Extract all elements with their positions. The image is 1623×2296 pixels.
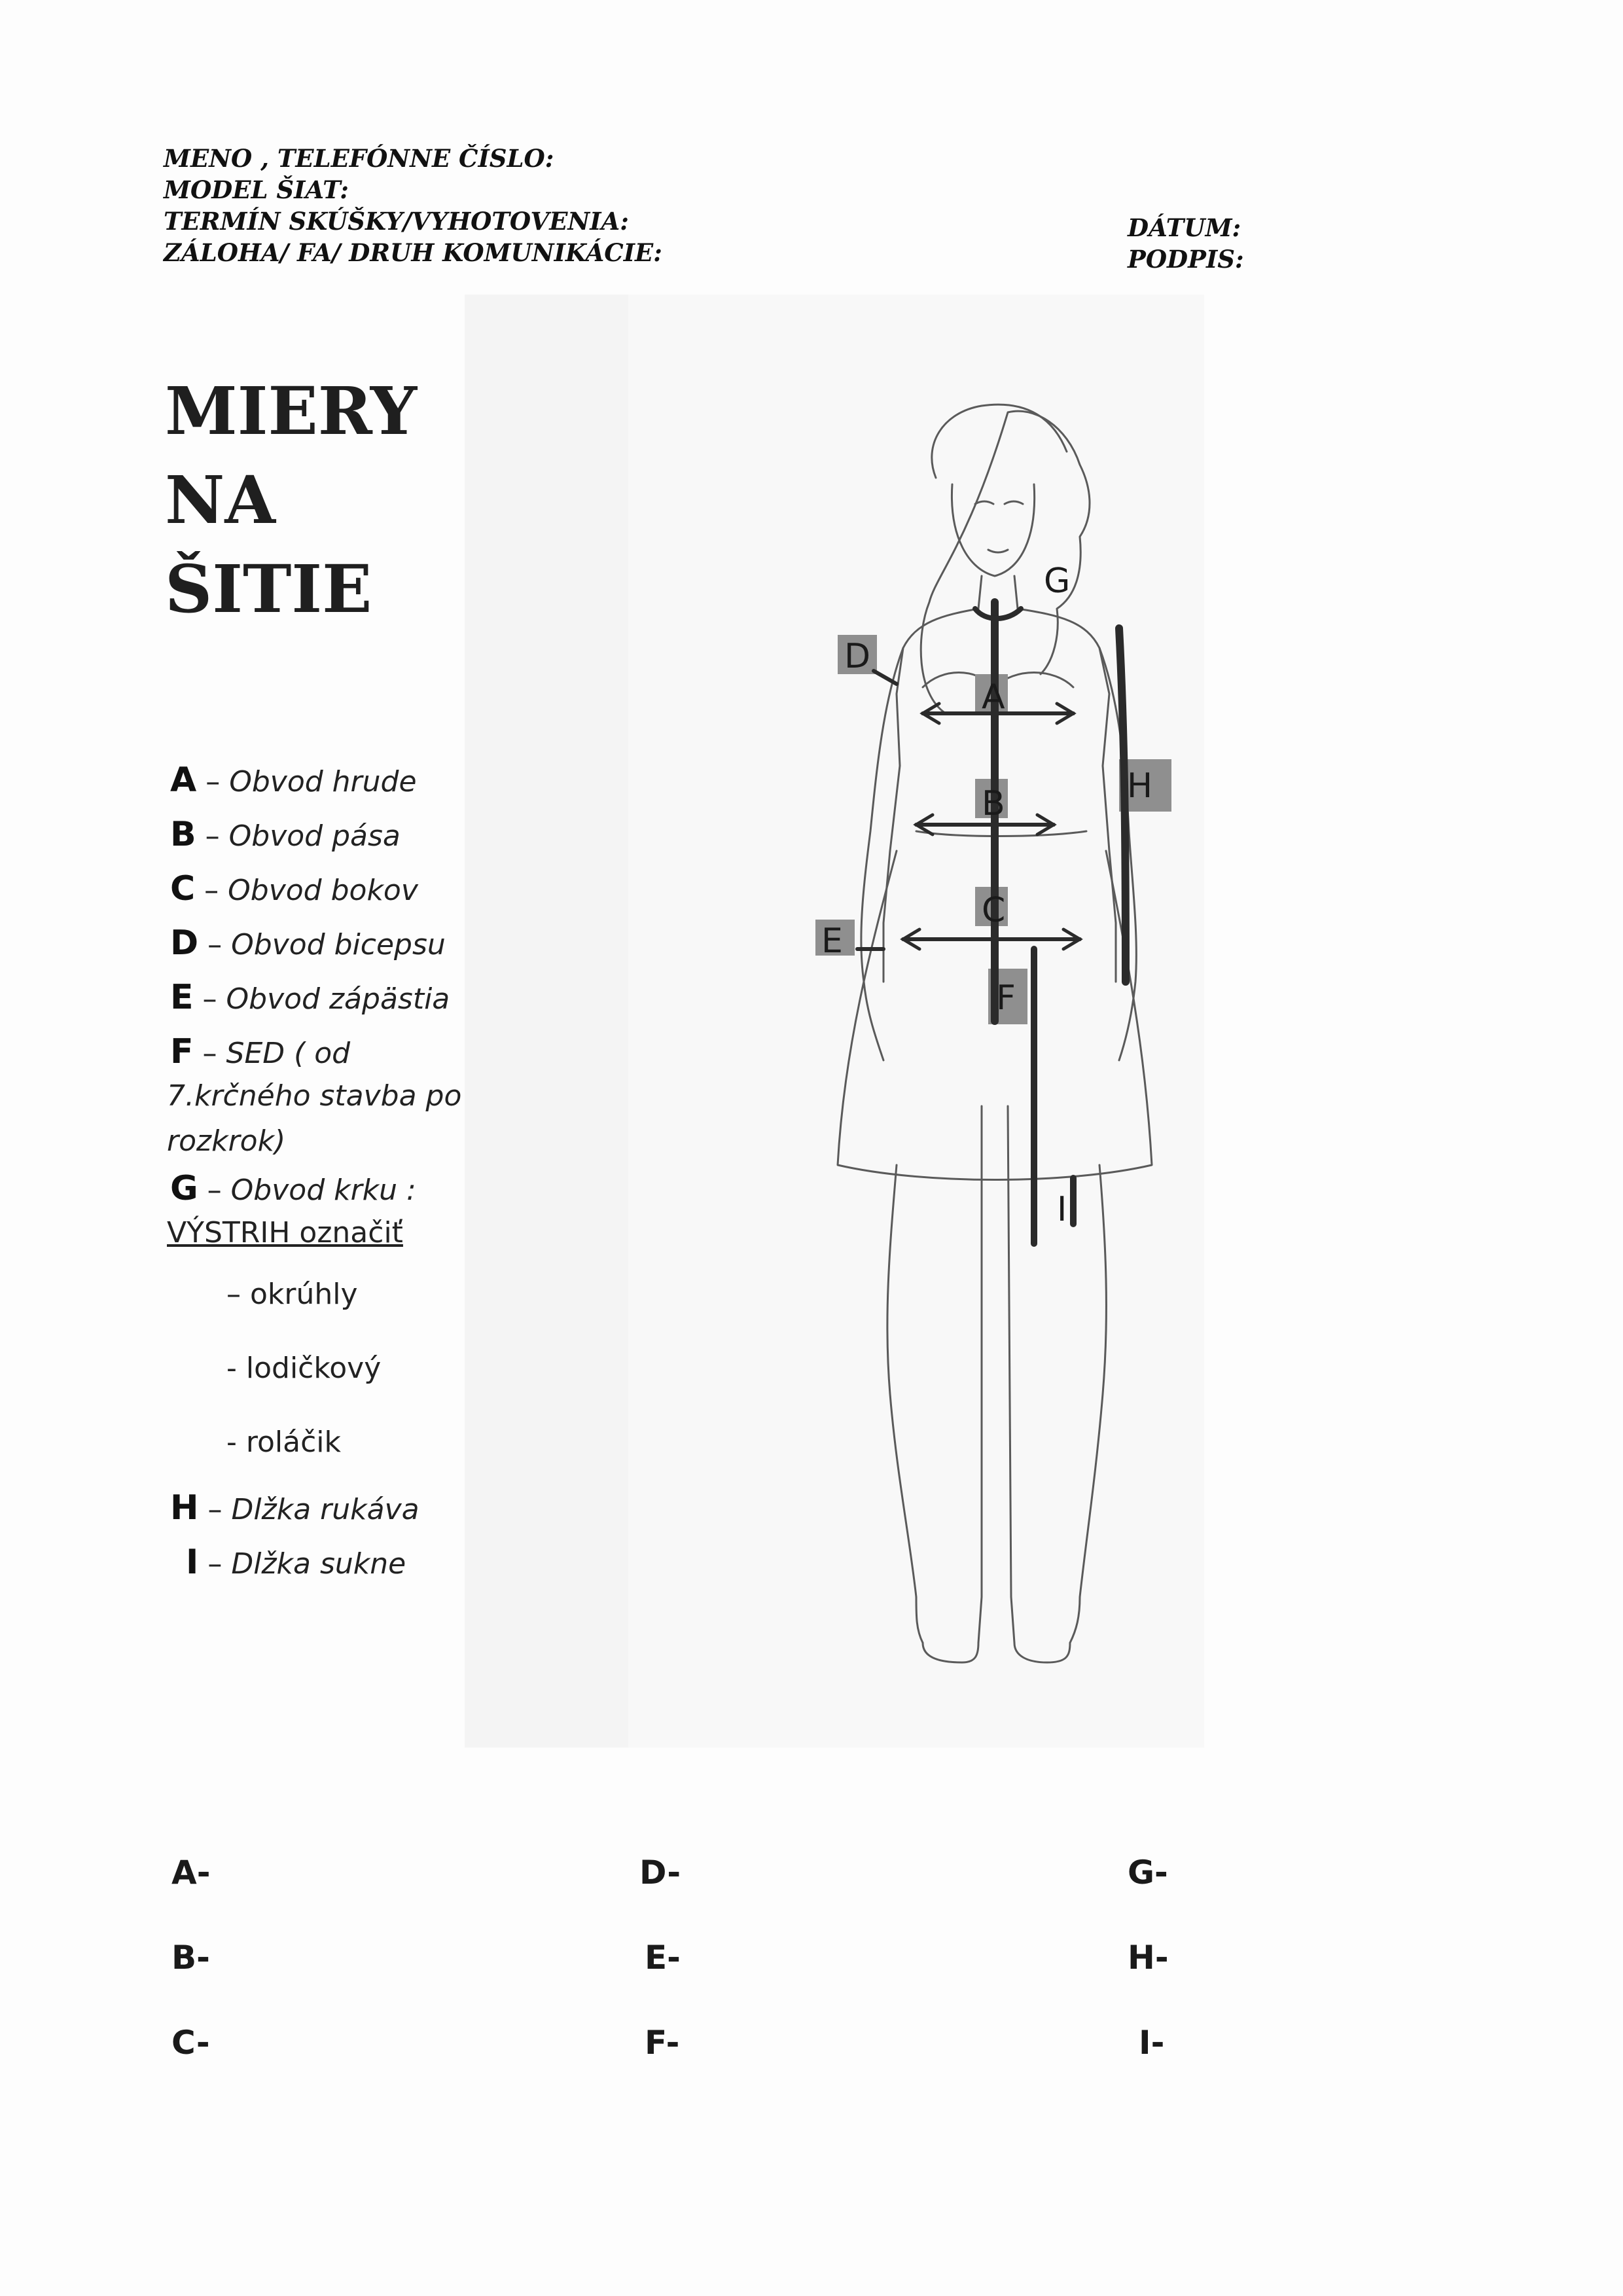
legend-item-g: G – Obvod krku : xyxy=(170,1169,416,1208)
header-right-fields xyxy=(1128,212,1244,275)
field-d[interactable]: D- xyxy=(639,1854,940,1929)
body-measurement-figure xyxy=(465,295,1204,1748)
legend-item-h: H – Dlžka rukáva xyxy=(170,1488,419,1528)
figure-label-g: G xyxy=(1044,562,1071,601)
header-name-phone: MENO , TELEFÓNNE ČÍSLO: xyxy=(164,144,554,173)
neckline-label: VÝSTRIH označiť xyxy=(167,1216,403,1249)
figure-label-h: H xyxy=(1127,766,1153,806)
legend-item-i: I – Dlžka sukne xyxy=(186,1543,406,1582)
page-title xyxy=(165,367,417,634)
field-c-blank[interactable] xyxy=(171,2067,473,2100)
header-fitting-date: TERMÍN SKÚŠKY/VYHOTOVENIA: xyxy=(164,207,629,236)
field-i-blank[interactable] xyxy=(1139,2067,1440,2100)
title-line-1: MIERY xyxy=(165,372,418,450)
field-d-blank[interactable] xyxy=(639,1897,940,1929)
neckline-option-boat: - lodičkový xyxy=(226,1352,382,1385)
legend-item-d: D – Obvod bicepsu xyxy=(170,924,446,963)
header-signature: PODPIS: xyxy=(1128,245,1244,274)
field-e[interactable]: E- xyxy=(645,1939,946,2015)
field-a[interactable]: A- xyxy=(171,1854,473,1929)
header-dress-model: MODEL ŠIAT: xyxy=(164,175,349,204)
header-deposit: ZÁLOHA/ FA/ DRUH KOMUNIKÁCIE: xyxy=(164,238,662,267)
field-f[interactable]: F- xyxy=(645,2024,946,2100)
field-c[interactable]: C- xyxy=(171,2024,473,2100)
field-g[interactable]: G- xyxy=(1128,1854,1429,1929)
neckline-option-round: – okrúhly xyxy=(226,1278,358,1311)
field-i[interactable]: I- xyxy=(1139,2024,1440,2100)
title-line-3: ŠITIE xyxy=(165,550,372,628)
legend-item-f: F – SED ( od xyxy=(170,1032,351,1071)
figure-background-inner xyxy=(628,295,1204,1748)
figure-label-i: I xyxy=(1057,1190,1067,1229)
figure-label-c: C xyxy=(982,891,1006,930)
legend-item-e: E – Obvod zápästia xyxy=(170,978,450,1017)
field-b[interactable]: B- xyxy=(171,1939,473,2015)
legend-item-a: A – Obvod hrude xyxy=(170,761,417,800)
header-date: DÁTUM: xyxy=(1128,213,1241,242)
figure-label-d: D xyxy=(844,637,871,676)
neckline-option-turtleneck: - roláčik xyxy=(226,1426,341,1459)
field-f-blank[interactable] xyxy=(645,2067,946,2100)
field-a-blank[interactable] xyxy=(171,1897,473,1929)
field-g-blank[interactable] xyxy=(1128,1897,1429,1929)
legend-item-b: B – Obvod pása xyxy=(170,815,401,854)
figure-label-b: B xyxy=(982,784,1005,823)
field-e-blank[interactable] xyxy=(645,1982,946,2015)
figure-label-f: F xyxy=(996,978,1016,1018)
field-h-blank[interactable] xyxy=(1128,1982,1429,2015)
figure-label-a: A xyxy=(982,677,1005,717)
legend-f-continuation-2: rozkrok) xyxy=(167,1124,286,1158)
legend-f-continuation-1: 7.krčného stavba po xyxy=(167,1079,462,1113)
header-fields xyxy=(164,143,662,268)
figure-label-e: E xyxy=(821,922,843,961)
field-h[interactable]: H- xyxy=(1128,1939,1429,2015)
figure-svg xyxy=(465,295,1204,1748)
field-b-blank[interactable] xyxy=(171,1982,473,2015)
title-line-2: NA xyxy=(165,461,276,539)
legend-item-c: C – Obvod bokov xyxy=(170,869,418,908)
